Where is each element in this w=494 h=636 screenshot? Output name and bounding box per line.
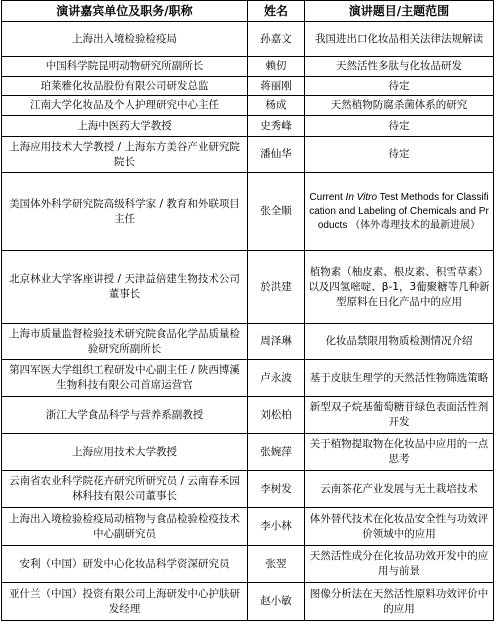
table-row [2, 583, 494, 621]
topic-cell: 云南茶花产业发展与无土栽培技术 [305, 471, 494, 508]
name-cell: 史秀峰 [248, 116, 305, 137]
table-row [2, 251, 494, 324]
topic-cell: 图像分析法在天然活性原料功效评价中的应用 [305, 583, 494, 621]
table-row [2, 173, 494, 251]
table-row [2, 96, 494, 116]
name-cell: 蒋丽刚 [248, 77, 305, 96]
name-cell: 李树发 [248, 471, 305, 508]
topic-cell: 天然活性多肽与化妆品研发 [305, 57, 494, 77]
table-row [2, 57, 494, 77]
org-cell: 美国体外科学研究院高级科学家 / 教育和外联项目主任 [2, 173, 248, 251]
topic-text-italic: In Vitro [345, 191, 378, 203]
name-cell: 潘仙华 [248, 137, 305, 173]
org-cell: 亚什兰（中国）投资有限公司上海研发中心护肤研发经理 [2, 583, 248, 621]
org-cell: 中国科学院昆明动物研究所副所长 [2, 57, 248, 77]
name-cell: 卢永波 [248, 360, 305, 397]
speaker-table [1, 0, 494, 621]
org-cell: 上海出入境检验检疫局动植物与食品检验检疫技术中心副研究员 [2, 508, 248, 546]
header-org: 演讲嘉宾单位及职务/职称 [2, 1, 248, 22]
topic-cell: 待定 [305, 116, 494, 137]
topic-cell: 天然植物防腐杀菌体系的研究 [305, 96, 494, 116]
org-cell: 上海应用技术大学教授 [2, 434, 248, 471]
topic-cell: 体外替代技术在化妆品安全性与功效评价领域中的应用 [305, 508, 494, 546]
name-cell: 李小林 [248, 508, 305, 546]
name-cell: 周泽琳 [248, 324, 305, 360]
topic-cell: 化妆品禁限用物质检测情况介绍 [305, 324, 494, 360]
name-cell: 杨成 [248, 96, 305, 116]
header-topic: 演讲题目/主题范围 [305, 1, 494, 22]
org-cell: 浙江大学食品科学与营养系副教授 [2, 397, 248, 434]
table-row [2, 324, 494, 360]
topic-cell: 关于植物提取物在化妆品中应用的一点思考 [305, 434, 494, 471]
name-cell: 张翌 [248, 546, 305, 583]
table-row [2, 22, 494, 57]
table-row [2, 434, 494, 471]
table-row [2, 116, 494, 137]
table-row [2, 77, 494, 96]
topic-cell: 基于皮肤生理学的天然活性物筛选策略 [305, 360, 494, 397]
topic-cell: 新型双子烷基葡萄糖苷绿色表面活性剂开发 [305, 397, 494, 434]
topic-cell: 待定 [305, 77, 494, 96]
table-row [2, 360, 494, 397]
name-cell: 孙嘉文 [248, 22, 305, 57]
org-cell: 安利（中国）研发中心化妆品科学资深研究员 [2, 546, 248, 583]
org-cell: 上海应用技术大学教授 / 上海东方美谷产业研究院院长 [2, 137, 248, 173]
org-cell: 上海出入境检验检疫局 [2, 22, 248, 57]
org-cell: 珀莱雅化妆品股份有限公司研发总监 [2, 77, 248, 96]
org-cell: 北京林业大学客座讲授 / 天津益倍建生物技术公司董事长 [2, 251, 248, 324]
org-cell: 第四军医大学组织工程研发中心副主任 / 陕西博溪生物科技有限公司首席运营官 [2, 360, 248, 397]
name-cell: 张婉萍 [248, 434, 305, 471]
org-cell: 云南省农业科学院花卉研究所研究员 / 云南春禾园林科技有限公司董事长 [2, 471, 248, 508]
header-name: 姓名 [248, 1, 305, 22]
header-row [2, 1, 494, 22]
org-cell: 上海市质量监督检验技术研究院食品化学品质量检验研究所副所长 [2, 324, 248, 360]
topic-cell: 植物素（柚皮素、根皮素、积雪草素）以及四氢嘧啶、β-1，3葡聚糖等几种新型原料在日化产品中的应用 [305, 251, 494, 324]
name-cell: 刘松柏 [248, 397, 305, 434]
topic-cell: 我国进出口化妆品相关法律法规解读 [305, 22, 494, 57]
topic-cell: 天然活性成分在化妆品功效开发中的应用与前景 [305, 546, 494, 583]
topic-text-pre: Current [309, 191, 346, 203]
table-row [2, 546, 494, 583]
topic-cell: 待定 [305, 137, 494, 173]
topic-text-post: Test Methods for Classification and Labeling of Chemicals and Products （体外毒理技术的最新进展） [309, 191, 489, 231]
topic-cell [305, 173, 494, 251]
name-cell: 於洪建 [248, 251, 305, 324]
org-cell: 上海中医药大学教授 [2, 116, 248, 137]
name-cell: 张全顺 [248, 173, 305, 251]
table-row [2, 397, 494, 434]
table-row [2, 508, 494, 546]
table-row [2, 471, 494, 508]
table-row [2, 137, 494, 173]
name-cell: 赵小敏 [248, 583, 305, 621]
name-cell: 赖仞 [248, 57, 305, 77]
org-cell: 江南大学化妆品及个人护理研究中心主任 [2, 96, 248, 116]
